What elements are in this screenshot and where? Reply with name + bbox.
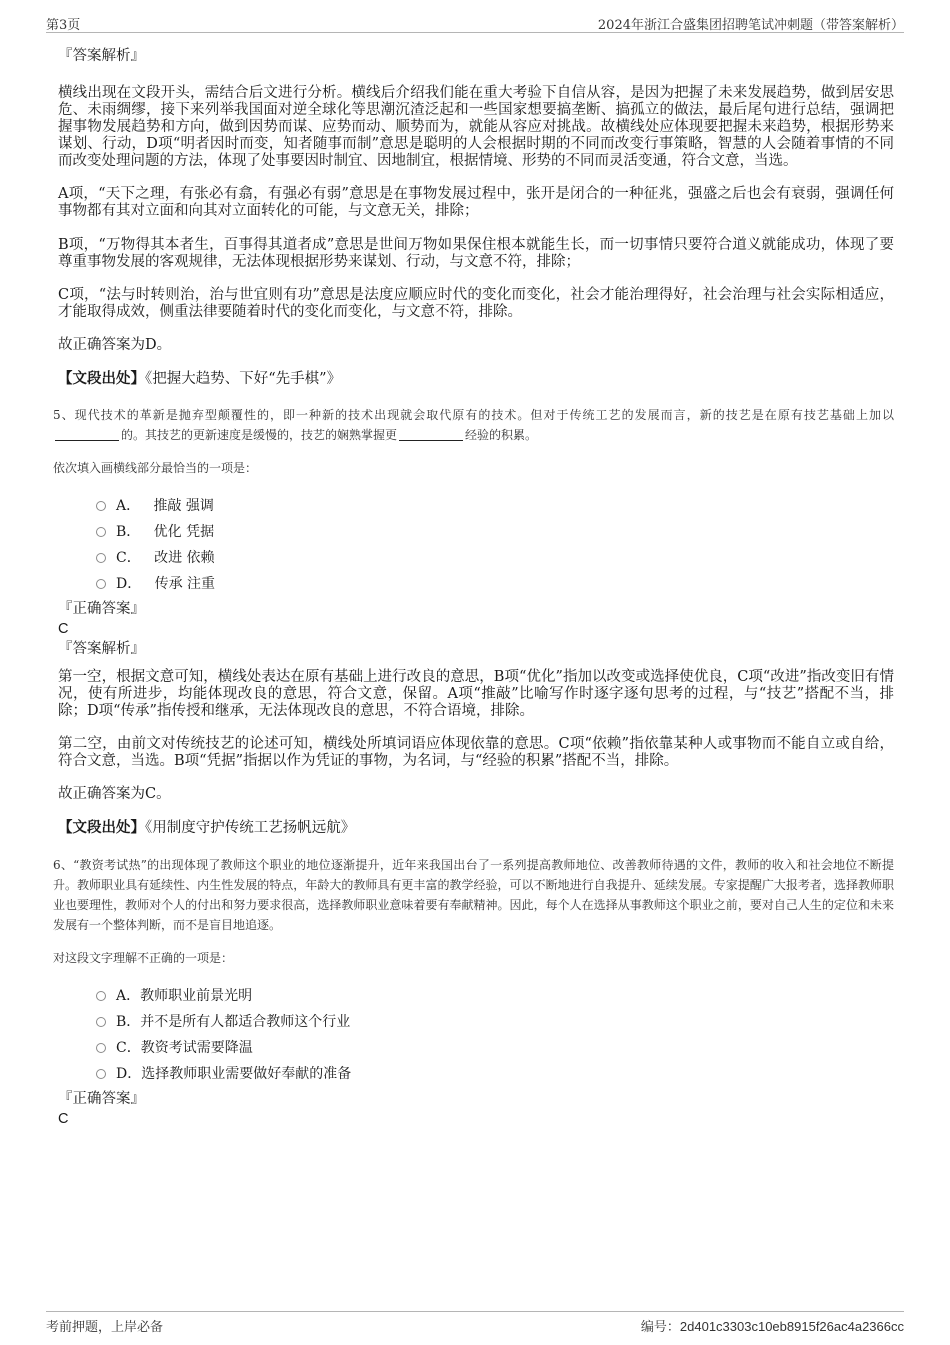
q6-stem: 6、“教资考试热”的出现体现了教师这个职业的地位逐渐提升，近年来我国出台了一系列提高教师地位、改善教师待遇的文件，教师的收入和社会地位不断提升。教师职业具有延续性、内生性发展的特点，年龄大的教师具有更丰富的教学经验，可以不断地进行自我提升、延续发展。专家提醒广大报考者，选择教师职业也要理性，教师对个人的付出和努力要求很高，选择教师职业意味着要有奉献精神。因此，每个人在选择从事教师这个职业之前，要对自己人生的定位和未来发展有一个整体判断，而不是盲目地追逐。 (53, 858, 894, 932)
q4-analysis-paragraph: 横线出现在文段开头，需结合后文进行分析。横线后介绍我们能在重大考验下自信从容，是因为把握了未来发展趋势，做到居安思危、未雨绸缪，接下来列举我国面对逆全球化等思潮沉渣泛起和一些国家想要搞垄断、搞孤立的做法，最后尾句进行总结，强调把握事物发展趋势和方向，做到因势而谋、应势而动、顺势而为，就能从容应对挑战。故横线处应体现要把握未来趋势，根据形势来谋划、行动，D项“明者因时而变，知者随事而制”意思是聪明的人会根据时期的不同而改变行事策略，智慧的人会随着事情的不同而改变处理问题的方法，体现了处事要因时制宜、因地制宜，根据情境、形势的不同而灵活变通，符合文意，当选。 (58, 85, 894, 169)
radio-icon[interactable] (96, 579, 106, 589)
q6-answer-label: 『正确答案』 (58, 1091, 145, 1107)
q5-analysis-label: 『答案解析』 (58, 641, 145, 657)
q5-analysis-paragraph: 第一空，根据文意可知，横线处表达在原有基础上进行改良的意思，B项“优化”指加以改变或选择使优良，C项“改进”指改变旧有情况，使有所进步，均能体现改良的意思，符合文意，保留。A项“推敲”比喻写作时逐字逐句思考的过程，与“技艺”搭配不当，排除；D项“传承”指传授和继承，无法体现改良的意思，不符合语境，排除。 (58, 669, 894, 719)
page-footer (46, 1311, 904, 1334)
q4-analysis-label: 『答案解析』 (58, 48, 145, 64)
q4-analysis-paragraph: A项，“天下之理，有张必有翕，有强必有弱”意思是在事物发展过程中，张开是闭合的一种征兆，强盛之后也会有衰弱，强调任何事物都有其对立面和向其对立面转化的可能，与文意无关，排除； (58, 186, 894, 219)
option-letter: A． (116, 988, 141, 1004)
q5-options (96, 493, 894, 597)
option-letter: C． (116, 1040, 141, 1056)
option-text: 教资考试需要降温 (140, 1040, 253, 1056)
option-c[interactable] (96, 545, 894, 571)
q4-analysis-paragraph: B项，“万物得其本者生，百事得其道者成”意思是世间万物如果保住根本就能生长，而一切事情只要符合道义就能成功，体现了要尊重事物发展的客观规律，无法体现根据形势来谋划、行动，与文意不符，排除； (58, 237, 894, 270)
option-text: 并不是所有人都适合教师这个行业 (140, 1014, 351, 1030)
document-code (641, 1316, 904, 1335)
radio-icon[interactable] (96, 1017, 106, 1027)
source-label: 【文段出处】 (58, 819, 145, 836)
option-letter: D． (116, 576, 142, 592)
q5-answer-label: 『正确答案』 (58, 601, 145, 617)
radio-icon[interactable] (96, 501, 106, 511)
q5-source (58, 819, 894, 837)
radio-icon[interactable] (96, 1069, 106, 1079)
q4-analysis-paragraph: C项，“法与时转则治，治与世宜则有功”意思是法度应顺应时代的变化而变化，社会才能治理得好，社会治理与社会实际相适应，才能取得成效，侧重法律要随着时代的变化而变化，与文意不符，排除。 (58, 287, 894, 320)
option-b[interactable] (96, 1009, 894, 1035)
q5-stem-part: 5、现代技术的革新是抛弃型颠覆性的，即一种新的技术出现就会取代原有的技术。但对于传统工艺的发展而言，新的技艺是在原有技艺基础上加以 (53, 408, 894, 422)
q5-analysis-paragraph: 故正确答案为C。 (58, 786, 171, 802)
option-text: 改进 依赖 (154, 550, 215, 566)
option-text: 传承 注重 (154, 576, 216, 592)
option-d[interactable] (96, 571, 894, 597)
main-content (53, 44, 894, 1128)
option-c[interactable] (96, 1035, 894, 1061)
option-text: 教师职业前景光明 (140, 988, 253, 1004)
code-value: 2d401c3303c10eb8915f26ac4a2366cc (679, 1319, 904, 1334)
radio-icon[interactable] (96, 1043, 106, 1053)
fill-blank (399, 428, 463, 441)
page-number: 第3页 (46, 18, 81, 33)
option-letter: B． (116, 1014, 141, 1030)
footer-slogan: 考前押题，上岸必备 (46, 1320, 164, 1335)
fill-blank (55, 428, 119, 441)
page-header (46, 12, 904, 33)
option-a[interactable] (96, 983, 894, 1009)
q5-stem (53, 405, 894, 445)
option-b[interactable] (96, 519, 894, 545)
q4-analysis-paragraph: 故正确答案为D。 (58, 337, 172, 353)
q4-source (58, 370, 894, 388)
option-text: 选择教师职业需要做好奉献的准备 (141, 1066, 352, 1082)
radio-icon[interactable] (96, 991, 106, 1001)
q5-prompt: 依次填入画横线部分最恰当的一项是： (53, 461, 258, 475)
q6-options (96, 983, 894, 1087)
source-label: 【文段出处】 (58, 370, 145, 387)
option-a[interactable] (96, 493, 894, 519)
source-title: 《用制度守护传统工艺扬帆远航》 (145, 820, 356, 836)
radio-icon[interactable] (96, 553, 106, 563)
option-letter: A． (116, 498, 141, 514)
document-title: 2024年浙江合盛集团招聘笔试冲刺题（带答案解析） (597, 18, 904, 33)
q6-answer: C (58, 1111, 69, 1127)
q5-stem-part: 的。其技艺的更新速度是缓慢的，技艺的娴熟掌握更 (121, 428, 398, 442)
q5-answer: C (58, 621, 69, 637)
option-d[interactable] (96, 1061, 894, 1087)
q6-prompt: 对这段文字理解不正确的一项是： (53, 951, 234, 965)
option-letter: B． (116, 524, 141, 540)
option-letter: D． (116, 1066, 142, 1082)
option-text: 优化 凭据 (153, 524, 215, 540)
q5-stem-part: 经验的积累。 (465, 428, 538, 442)
code-label: 编号： (640, 1320, 680, 1335)
radio-icon[interactable] (96, 527, 106, 537)
q5-analysis-paragraph: 第二空，由前文对传统技艺的论述可知，横线处所填词语应体现依靠的意思。C项“依赖”指依靠某种人或事物而不能自立或自给，符合文意，当选。B项“凭据”指据以作为凭证的事物，为名词，与“经验的积累”搭配不当，排除。 (58, 736, 894, 769)
option-letter: C． (116, 550, 141, 566)
source-title: 《把握大趋势、下好“先手棋”》 (145, 371, 342, 387)
option-text: 推敲 强调 (153, 498, 214, 514)
